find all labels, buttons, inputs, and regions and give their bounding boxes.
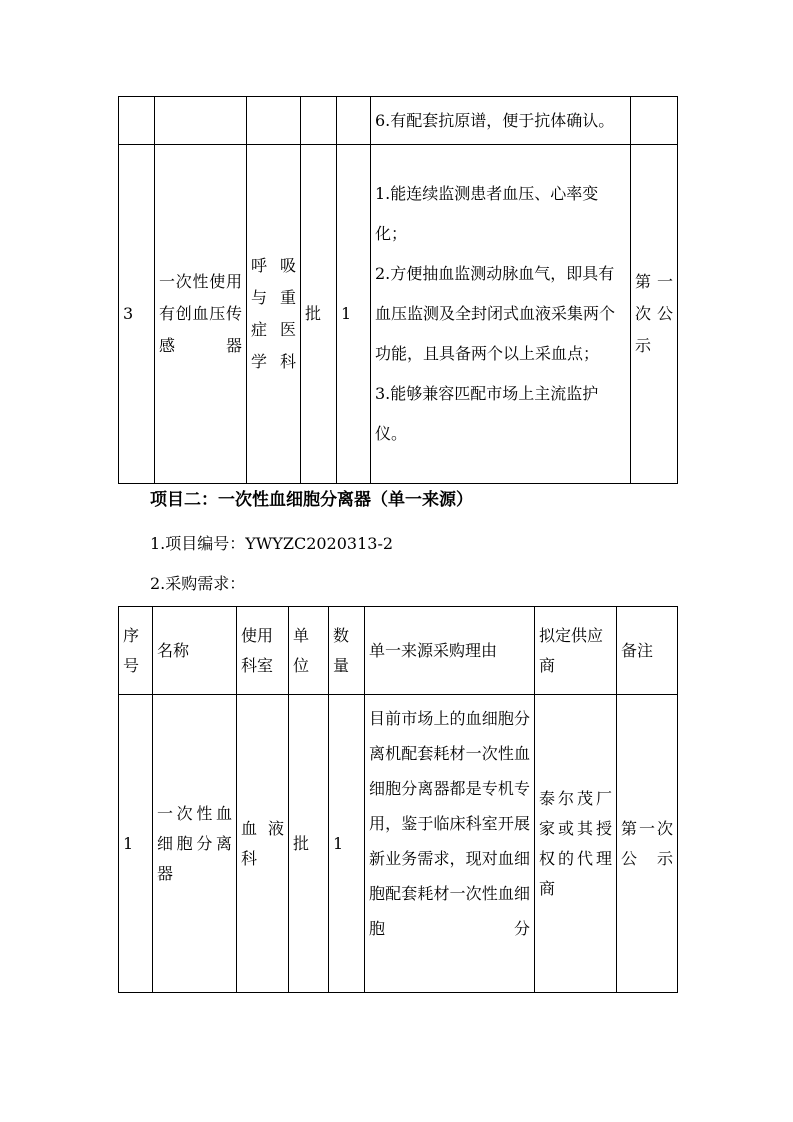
item-name: 一次性使用有创血压传感器 (155, 145, 247, 484)
header-reason: 单一来源采购理由 (365, 607, 535, 695)
row-number: 1 (119, 695, 153, 993)
row-number: 3 (119, 145, 155, 484)
header-unit: 单位 (289, 607, 329, 695)
header-name: 名称 (153, 607, 237, 695)
project-code-line: 1.项目编号：YWYZC2020313-2 (150, 534, 394, 553)
table-row (119, 145, 678, 484)
item-name: 一次性血细胞分离器 (153, 695, 237, 993)
section-title: 项目二：一次性血细胞分离器（单一来源） (150, 490, 473, 510)
requirement-item-2: 2.方便抽血监测动脉血气，即具有血压监测及全封闭式血液采集两个功能，且具备两个以上采血点； (375, 264, 616, 363)
proposed-supplier: 泰尔茂厂家或其授权的代理商 (535, 695, 617, 993)
requirement-item-6: 6.有配套抗原谱，便于抗体确认。 (371, 97, 631, 145)
requirements-table-continued (118, 96, 678, 484)
requirements-cell (371, 145, 631, 484)
unit: 批 (289, 695, 329, 993)
cell-empty (247, 97, 301, 145)
cell-empty (301, 97, 337, 145)
table-row (119, 97, 678, 145)
cell-empty (631, 97, 678, 145)
remark: 第一次公示 (617, 695, 678, 993)
procurement-needs-line: 2.采购需求： (150, 574, 246, 593)
procurement-table (118, 606, 678, 993)
single-source-reason: 目前市场上的血细胞分离机配套耗材一次性血细胞分离器都是专机专用，鉴于临床科室开展新业务需求，现对血细胞配套耗材一次性血细胞分 (365, 695, 535, 993)
cell-empty (337, 97, 371, 145)
header-qty: 数量 (329, 607, 365, 695)
department: 呼吸与重症医学科 (247, 145, 301, 484)
requirement-item-1: 1.能连续监测患者血压、心率变化； (375, 184, 599, 243)
table-row (119, 695, 678, 993)
header-dept: 使用科室 (237, 607, 289, 695)
cell-empty (155, 97, 247, 145)
table-header-row (119, 607, 678, 695)
cell-empty (119, 97, 155, 145)
requirement-item-3: 3.能够兼容匹配市场上主流监护仪。 (375, 384, 599, 443)
department: 血液科 (237, 695, 289, 993)
header-remark: 备注 (617, 607, 678, 695)
quantity: 1 (329, 695, 365, 993)
remark: 第一次公示 (631, 145, 678, 484)
header-supplier: 拟定供应商 (535, 607, 617, 695)
quantity: 1 (337, 145, 371, 484)
header-no: 序号 (119, 607, 153, 695)
unit: 批 (301, 145, 337, 484)
